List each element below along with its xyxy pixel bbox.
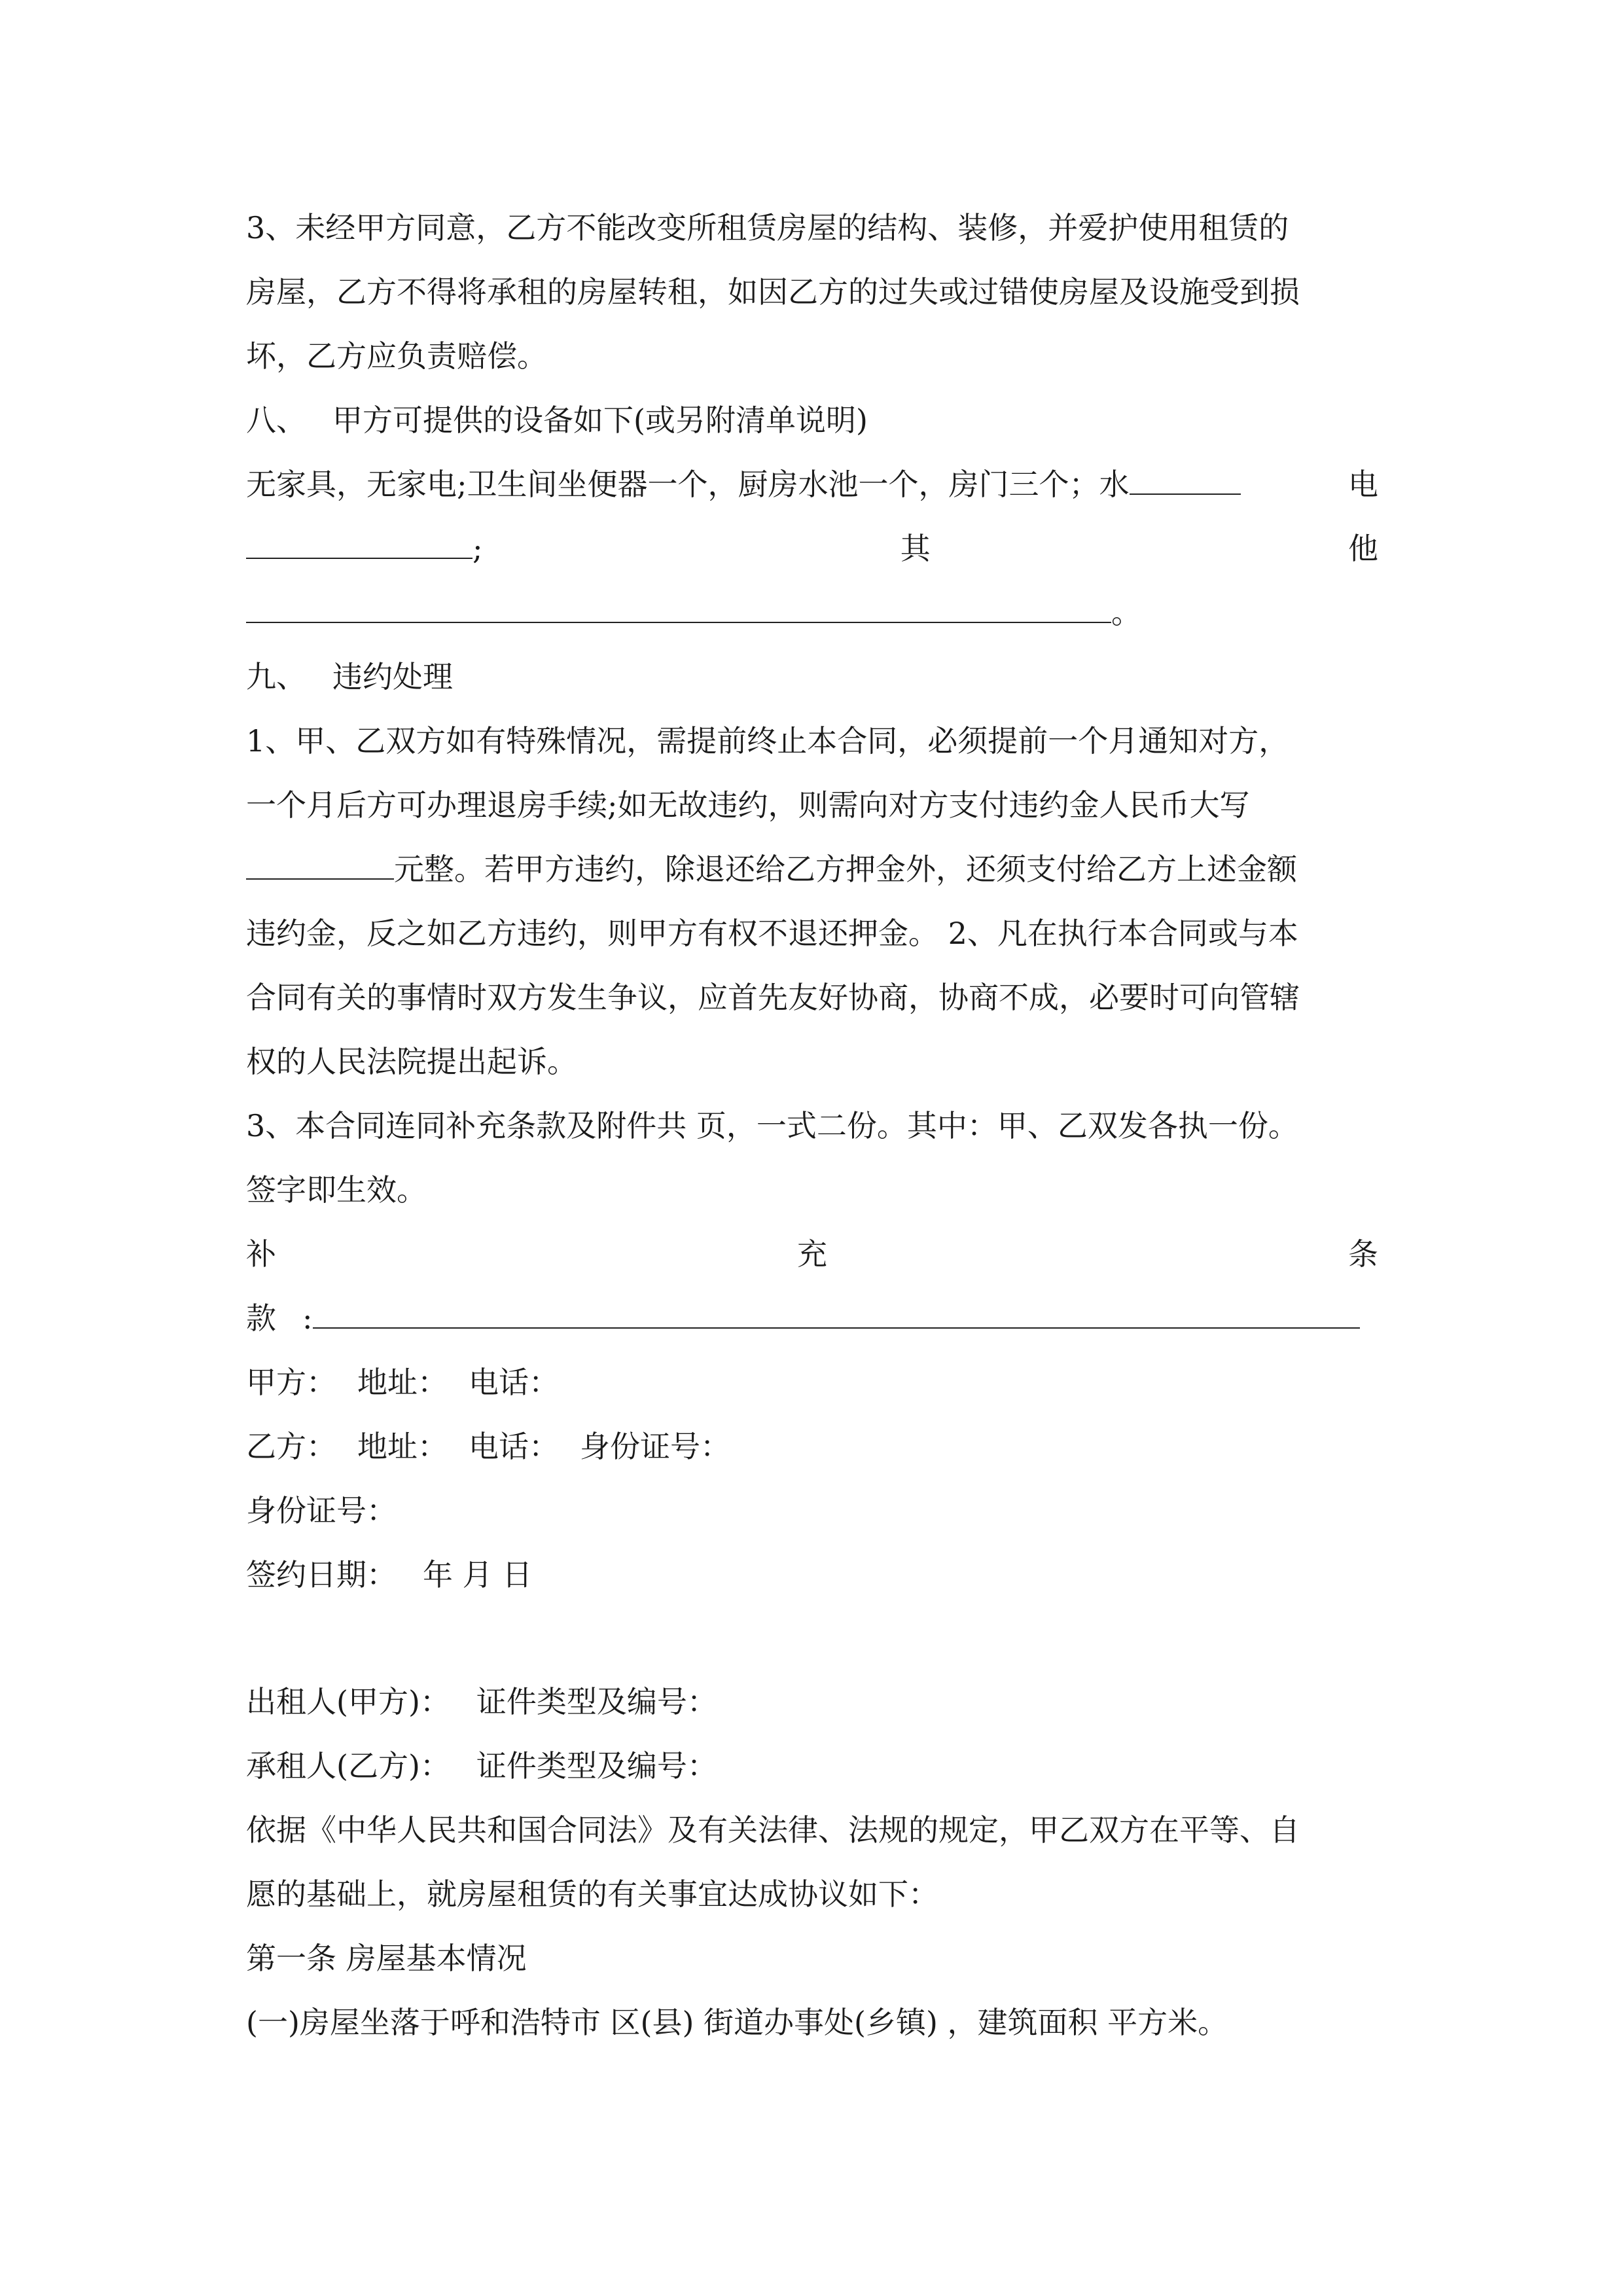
- signing-date-value: 年 月 日: [423, 1557, 533, 1592]
- party-b-phone-label: 电话：: [469, 1429, 559, 1464]
- effective-line: 签字即生效。: [246, 1172, 427, 1208]
- water-blank: [1130, 467, 1241, 495]
- other-blank: [246, 596, 1111, 623]
- preamble-line-1: 依据《中华人民共和国合同法》及有关法律、法规的规定，甲乙双方在平等、自: [246, 1812, 1300, 1848]
- supplement-line: [246, 1299, 1378, 1338]
- lessee-cert-label: 证件类型及编号：: [476, 1748, 717, 1784]
- equipment-line-3: [246, 593, 1378, 632]
- id-number-line: 身份证号：: [246, 1493, 397, 1528]
- electricity-blank: [246, 531, 473, 559]
- section-8-title: 甲方可提供的设备如下(或另附清单说明): [332, 403, 868, 438]
- party-b-line: [246, 1427, 1378, 1466]
- lessee-label: 承租人(乙方)：: [246, 1748, 450, 1784]
- supplement-heading: [246, 1234, 1378, 1274]
- clause-7-3-line-3: 坏，乙方应负责赔偿。: [246, 338, 547, 374]
- breach-line-4: 违约金，反之如乙方违约，则甲方有权不退还押金。 2、凡在执行本合同或与本: [246, 916, 1298, 951]
- preamble-line-2: 愿的基础上，就房屋租赁的有关事宜达成协议如下：: [246, 1876, 938, 1912]
- party-a-address-label: 地址：: [357, 1365, 448, 1400]
- section-8-number: 八、: [246, 403, 306, 438]
- lessor-label: 出租人(甲方)：: [246, 1684, 450, 1719]
- signing-date-label: 签约日期：: [246, 1557, 397, 1592]
- clause-7-3-line-1: 3、未经甲方同意，乙方不能改变所租赁房屋的结构、装修，并爱护使用租赁的: [246, 210, 1289, 245]
- other-char-1: 其: [900, 531, 931, 566]
- supplement-char-4: 款: [246, 1300, 276, 1336]
- supplement-char-2: 充: [797, 1236, 827, 1272]
- section-9-heading: [246, 657, 1378, 696]
- party-a-line: [246, 1363, 1378, 1402]
- breach-line-1: 1、甲、乙双方如有特殊情况，需提前终止本合同，必须提前一个月通知对方，: [246, 723, 1289, 759]
- equipment-text: 无家具，无家电;卫生间坐便器一个，厨房水池一个，房门三个；水: [246, 467, 1130, 502]
- supplement-char-1: 补: [246, 1236, 276, 1272]
- semicolon: ;: [473, 531, 483, 566]
- lessee-line: [246, 1746, 1378, 1785]
- signing-date-line: [246, 1555, 1378, 1594]
- lessor-line: [246, 1682, 1378, 1721]
- supplement-blank: [313, 1301, 1360, 1329]
- section-9-title: 违约处理: [332, 659, 453, 694]
- supplement-char-3: 条: [1348, 1236, 1378, 1272]
- lessor-cert-label: 证件类型及编号：: [476, 1684, 717, 1719]
- article-1-title: 第一条 房屋基本情况: [246, 1941, 527, 1976]
- breach-line-6: 权的人民法院提出起诉。: [246, 1044, 577, 1079]
- party-a-phone-label: 电话：: [469, 1365, 559, 1400]
- article-1-item-1: (一)房屋坐落于呼和浩特市 区(县) 街道办事处(乡镇) ，建筑面积 平方米。: [246, 2005, 1228, 2040]
- section-9-number: 九、: [246, 659, 306, 694]
- party-b-label: 乙方：: [246, 1429, 336, 1464]
- breach-line-2: 一个月后方可办理退房手续;如无故违约，则需向对方支付违约金人民币大写: [246, 787, 1250, 823]
- equipment-line-2: [246, 529, 1378, 568]
- breach-line-3-text: 元整。若甲方违约，除退还给乙方押金外，还须支付给乙方上述金额: [394, 852, 1297, 887]
- breach-line-3: [246, 850, 1378, 889]
- penalty-amount-blank: [246, 852, 394, 880]
- breach-line-5: 合同有关的事情时双方发生争议，应首先友好协商，协商不成，必要时可向管辖: [246, 980, 1300, 1015]
- copies-line: 3、本合同连同补充条款及附件共 页，一式二份。其中：甲、乙双发各执一份。: [246, 1108, 1298, 1143]
- electricity-label: 电: [1348, 467, 1378, 502]
- party-b-address-label: 地址：: [357, 1429, 448, 1464]
- party-a-label: 甲方：: [246, 1365, 336, 1400]
- equipment-line-1: [246, 465, 1378, 504]
- other-char-2: 他: [1348, 531, 1378, 566]
- clause-7-3-line-2: 房屋，乙方不得将承租的房屋转租，如因乙方的过失或过错使房屋及设施受到损: [246, 274, 1300, 310]
- period: 。: [1111, 595, 1141, 630]
- supplement-colon: :: [302, 1300, 313, 1336]
- party-b-id-label: 身份证号：: [580, 1429, 730, 1464]
- section-8-heading: [246, 401, 1378, 440]
